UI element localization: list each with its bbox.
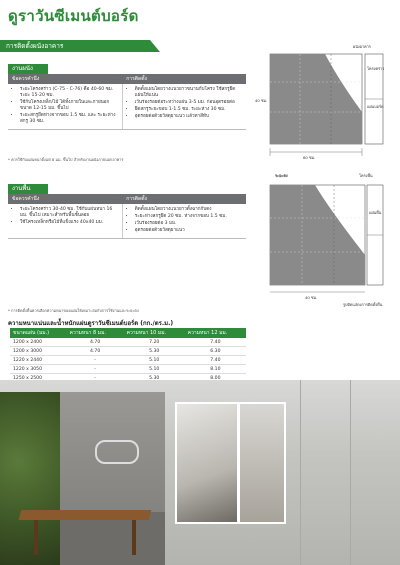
floor-install-cell (122, 204, 246, 239)
wall-col1-header: ข้อควรคำนึง (8, 74, 122, 84)
photo-bicycle (95, 440, 139, 464)
wall-install-item: • อุดรอยต่อด้วยวัสดุยาแนว แล้วทาสีทับ (135, 114, 242, 120)
table-cell: 5.30 (124, 347, 185, 356)
wall-consideration-item: • ใช้กับโครงเหล็ก/ไม้ ได้ทั้งภายในและภายนอก ขนาด 12-15 มม. ขึ้นไป (20, 100, 118, 112)
floor-diagram-caption: รูปตัดแสดงการติดตั้งพื้น (343, 302, 383, 307)
floor-diagram-label: โครงพื้น (359, 173, 373, 178)
wall-diagram (255, 42, 395, 162)
wall-install-item: • ติดตั้งแผ่นโดยวางแนวยาวขนานกับโครง ใช้สกรูยึดแผ่นให้แน่น (135, 87, 242, 99)
wall-diagram-label: 40 ซม. (255, 98, 268, 103)
weight-table-header: ความหนา 12 มม. (185, 328, 246, 338)
floor-consideration-item: • ระยะโครงคร่าว 30-40 ซม. ใช้กับแผ่นหนา 16 มม. ขึ้นไป เหมาะสำหรับพื้นชั้นลอย (20, 207, 118, 219)
table-cell: 4.70 (67, 338, 124, 347)
page-title: ดูราวันซีเมนต์บอร์ด (8, 7, 139, 25)
wall-consideration-item: • ระยะสกรูยึดห่างจากขอบ 1.5 ซม. และ ระยะห่างสกรู 30 ซม. (20, 113, 118, 125)
weight-table-title: ความหนาแน่นและน้ำหนักแผ่นดูราวันซีเมนต์บอร์ด (กก./ตร.ม.) (8, 320, 174, 327)
wall-install-table (8, 74, 246, 130)
table-cell: 1220 x 3050 (10, 365, 67, 374)
table-cell: - (67, 356, 124, 365)
wall-install-item: • ยึดสกรูระยะขอบ 1-1.5 ซม. ระยะห่าง 30 ซม. (135, 107, 242, 113)
wall-section-label: งานผนัง (8, 64, 48, 74)
floor-diagram-label: แผ่นพื้น (369, 210, 382, 215)
wall-install-cell (122, 84, 246, 130)
table-cell: 5.10 (124, 365, 185, 374)
wall-considerations-cell (8, 84, 122, 130)
floor-considerations-cell (8, 204, 122, 239)
floor-diagram-label: 40 ซม. (305, 295, 318, 300)
floor-install-item: • อุดรอยต่อด้วยวัสดุยาแนว (135, 228, 242, 234)
table-cell: 1250 x 2500 (10, 374, 67, 383)
wall-diagram-label: โครงคร่าว (367, 66, 385, 71)
floor-install-item: • เว้นร่องรอยต่อ 3 มม. (135, 221, 242, 227)
floor-col1-header: ข้อควรคำนึง (8, 194, 122, 204)
wall-diagram-svg (255, 42, 395, 162)
board-seam (300, 380, 301, 565)
table-cell: 5.30 (124, 374, 185, 383)
weight-table (10, 328, 246, 383)
floor-diagram-svg (255, 170, 395, 310)
table-cell: 4.70 (67, 347, 124, 356)
table-row (10, 365, 246, 374)
photo-table-leg (132, 520, 136, 555)
table-cell: 5.10 (124, 356, 185, 365)
photo-table-leg (34, 520, 38, 555)
wall-diagram-label: ผนังอาคาร (353, 44, 371, 49)
table-cell: 1200 x 2400 (10, 338, 67, 347)
wall-col2-header: การติดตั้ง (122, 74, 246, 84)
interior-photo (175, 402, 239, 524)
photo-tree (0, 392, 60, 565)
wall-diagram-label: 60 ซม. (303, 155, 316, 160)
floor-section-label: งานพื้น (8, 184, 48, 194)
weight-table-header: ความหนา 10 มม. (124, 328, 185, 338)
table-row (10, 338, 246, 347)
table-row (10, 356, 246, 365)
table-cell: - (67, 365, 124, 374)
table-cell: 6.30 (185, 347, 246, 356)
table-cell: - (67, 374, 124, 383)
table-cell: 8.00 (185, 374, 246, 383)
table-row (10, 347, 246, 356)
table-cell: 1220 x 2440 (10, 356, 67, 365)
floor-install-item: • ระยะห่างสกรูยึด 20 ซม. ห่างจากขอบ 1.5 ซม. (135, 214, 242, 220)
floor-note: * การติดตั้งพื้นควรเลือกความหนาของแผ่นให้เหมาะสมกับการใช้งานและระยะตง (8, 308, 139, 313)
wall-note: * ควรใช้กับแผ่นหนาตั้งแต่ 8 มม. ขึ้นไป สำหรับงานผนังภายนอกอาคาร (8, 157, 124, 162)
wall-install-item: • เว้นร่องรอยต่อระหว่างแผ่น 3-5 มม. ก่อนอุดรอยต่อ (135, 100, 242, 106)
wall-diagram-label: แผ่นบอร์ด (367, 104, 384, 109)
table-cell: 7.40 (185, 356, 246, 365)
photo-wood-table (19, 510, 152, 520)
floor-col2-header: การติดตั้ง (122, 194, 246, 204)
weight-table-header: ขนาดแผ่น (มม.) (10, 328, 67, 338)
floor-diagram-label: ระยะตง (275, 173, 288, 178)
patio-photo (0, 392, 165, 565)
section-subtitle-bar: การติดตั้งผนังอาคาร (0, 40, 150, 52)
table-cell: 1200 x 3000 (10, 347, 67, 356)
wall-consideration-item: • ระยะโครงคร่าว (C-75 - C-76) คือ 40-60 ซม. ระยะ 15-20 ซม. (20, 87, 118, 99)
floor-install-table (8, 194, 246, 239)
floor-install-item: • ติดตั้งแผ่นโดยวางแนวยาวตั้งฉากกับตง (135, 207, 242, 213)
interior-photo-2 (238, 402, 286, 524)
table-cell: 7.20 (124, 338, 185, 347)
table-cell: 7.40 (185, 338, 246, 347)
floor-consideration-item: • ใช้โครงเหล็กหรือไม้ที่แข็งแรง 40x40 มม. (20, 220, 118, 226)
weight-table-header: ความหนา 8 มม. (67, 328, 124, 338)
board-seam (350, 380, 351, 565)
floor-diagram (255, 170, 395, 310)
table-cell: 8.10 (185, 365, 246, 374)
